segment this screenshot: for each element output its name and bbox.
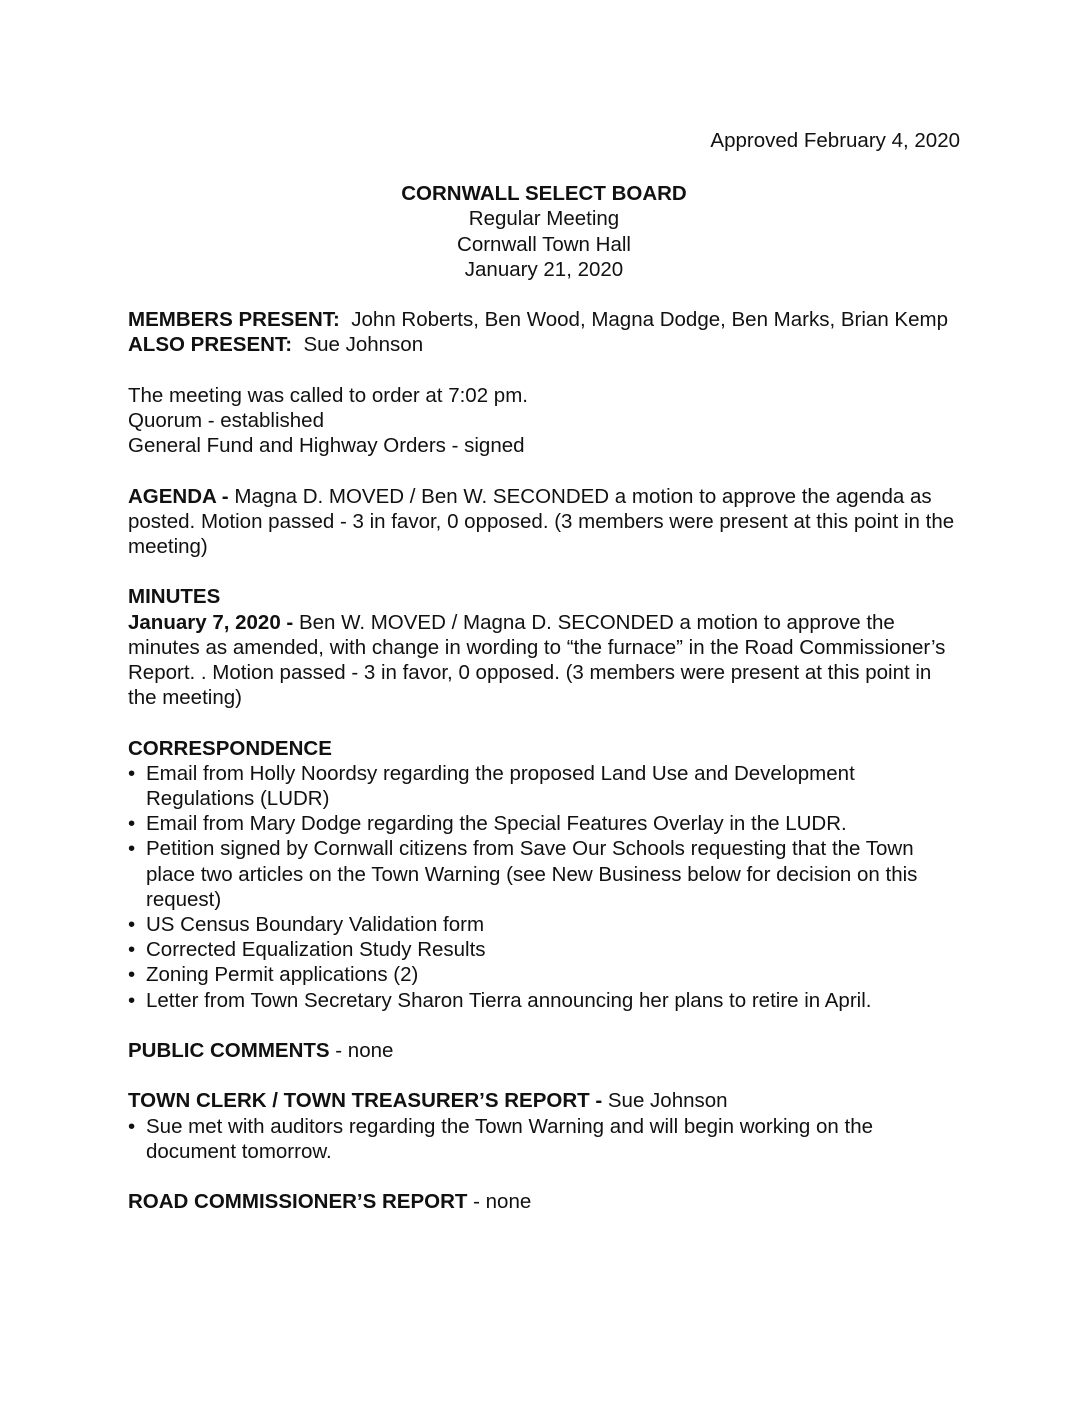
list-item: • Sue met with auditors regarding the Town Warning and will begin working on the document tomorrow.	[128, 1114, 874, 1163]
minutes-heading: MINUTES	[128, 585, 221, 609]
approval-note: Approved February 4, 2020	[710, 129, 960, 152]
road-commissioner-text: - none	[473, 1190, 532, 1214]
bullet-icon: •	[128, 913, 136, 937]
public-comments-label: PUBLIC COMMENTS	[128, 1039, 330, 1063]
list-item: • Email from Holly Noordsy regarding the proposed Land Use and Development Regulations (LUDR)	[128, 761, 855, 810]
agenda-label: AGENDA -	[128, 484, 229, 508]
road-commissioner-label: ROAD COMMISSIONER’S REPORT	[128, 1190, 468, 1214]
minutes-section	[128, 584, 960, 710]
bullet-icon: •	[128, 1114, 136, 1138]
town-clerk-line	[128, 1088, 960, 1113]
meeting-date: January 21, 2020	[464, 257, 624, 281]
town-clerk-name: Sue Johnson	[607, 1089, 728, 1113]
correspondence-list	[128, 761, 960, 1013]
list-item: • Zoning Permit applications (2)	[128, 963, 419, 987]
attendance-section	[128, 307, 960, 357]
document-header	[128, 181, 960, 282]
members-present	[128, 307, 960, 332]
meeting-location: Cornwall Town Hall	[457, 232, 631, 256]
bullet-icon: •	[128, 938, 136, 962]
list-item: • Petition signed by Cornwall citizens from Save Our Schools requesting that the Town place two articles on the Town Warning (see New Business below for decision on this request)	[128, 837, 918, 911]
board-title: CORNWALL SELECT BOARD	[401, 182, 687, 206]
bullet-icon: •	[128, 812, 136, 836]
members-present-names: John Roberts, Ben Wood, Magna Dodge, Ben Marks, Brian Kemp	[351, 308, 948, 332]
orders-line: General Fund and Highway Orders - signed	[128, 434, 525, 458]
meeting-type: Regular Meeting	[468, 207, 620, 231]
document-body	[128, 128, 960, 1214]
members-present-label: MEMBERS PRESENT:	[128, 308, 340, 332]
agenda-text: Magna D. MOVED / Ben W. SECONDED a motion to approve the agenda as posted. Motion passed - 3 in favor, 0 opposed. (3 members were present at this point in the meeting)	[128, 484, 955, 558]
also-present-label: ALSO PRESENT:	[128, 333, 293, 357]
minutes-label: January 7, 2020 -	[128, 610, 294, 634]
public-comments-line	[128, 1038, 960, 1063]
bullet-icon: •	[128, 837, 136, 861]
agenda-section	[128, 484, 960, 560]
road-commissioner-line	[128, 1189, 960, 1214]
minutes-text: Ben W. MOVED / Magna D. SECONDED a motion to approve the minutes as amended, with change in wording to “the furnace” in the Road Commissioner’s Report. . Motion passed - 3 in favor, 0 opposed. (3 members were present at this point in the meeting)	[128, 610, 946, 710]
bullet-icon: •	[128, 761, 136, 785]
town-clerk-list	[128, 1114, 960, 1164]
list-item: • Letter from Town Secretary Sharon Tierra announcing her plans to retire in April.	[128, 988, 872, 1012]
list-item: • Corrected Equalization Study Results	[128, 938, 486, 962]
town-clerk-label: TOWN CLERK / TOWN TREASURER’S REPORT -	[128, 1089, 603, 1113]
also-present-names: Sue Johnson	[303, 333, 424, 357]
minutes-paragraph	[128, 610, 960, 711]
public-comments-section	[128, 1038, 960, 1063]
town-clerk-section	[128, 1088, 960, 1164]
road-commissioner-section	[128, 1189, 960, 1214]
agenda-paragraph	[128, 484, 960, 560]
list-item: • Email from Mary Dodge regarding the Special Features Overlay in the LUDR.	[128, 812, 847, 836]
public-comments-text: - none	[335, 1039, 394, 1063]
list-item: • US Census Boundary Validation form	[128, 913, 485, 937]
correspondence-section	[128, 736, 960, 1013]
opening-section	[128, 383, 960, 459]
call-to-order: The meeting was called to order at 7:02 pm.	[128, 383, 528, 407]
correspondence-heading: CORRESPONDENCE	[128, 736, 332, 760]
quorum-line: Quorum - established	[128, 409, 324, 432]
bullet-icon: •	[128, 988, 136, 1012]
bullet-icon: •	[128, 963, 136, 987]
also-present	[128, 332, 960, 357]
